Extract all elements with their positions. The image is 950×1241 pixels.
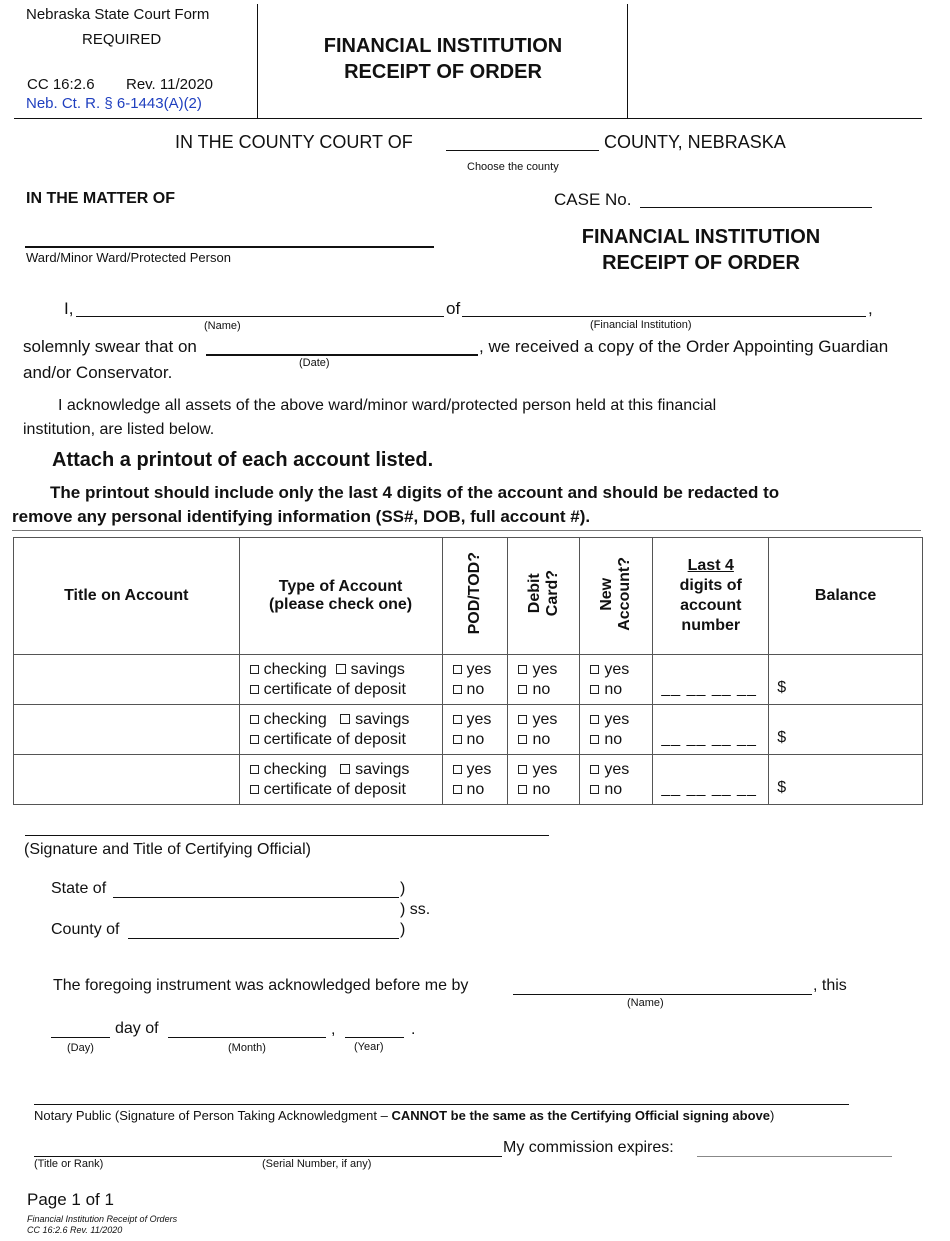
county-of-field[interactable] xyxy=(128,938,399,939)
no-checkbox[interactable] xyxy=(453,785,462,794)
pod-tod-cell: yes no xyxy=(442,705,508,755)
name-field[interactable] xyxy=(76,316,444,317)
swear-suffix: , we received a copy of the Order Appointing Guardian xyxy=(479,337,889,356)
new-account-cell: yes no xyxy=(580,705,653,755)
last-4-digits-cell[interactable]: __ __ __ __ xyxy=(653,655,769,705)
year-caption: (Year) xyxy=(354,1041,384,1053)
oath-comma: , xyxy=(868,299,873,318)
col-last-4-digits: Last 4 digits of account number xyxy=(653,538,769,655)
state-paren: ) xyxy=(400,880,406,897)
county-paren: ) xyxy=(400,921,406,938)
date-field[interactable] xyxy=(206,354,478,356)
form-revision: Rev. 11/2020 xyxy=(126,76,214,93)
notary-signature-field[interactable] xyxy=(34,1104,849,1105)
swear-end: and/or Conservator. xyxy=(23,363,173,382)
balance-cell[interactable]: $ xyxy=(769,755,923,805)
court-prefix: IN THE COUNTY COURT OF xyxy=(175,132,413,152)
yes-checkbox[interactable] xyxy=(453,765,462,774)
institution-field[interactable] xyxy=(462,316,866,317)
ward-caption: Ward/Minor Ward/Protected Person xyxy=(26,250,231,265)
col-new-account: New Account? xyxy=(580,538,653,655)
balance-cell[interactable]: $ xyxy=(769,705,923,755)
account-type-cell: checking savings certificate of deposit xyxy=(239,655,442,705)
no-checkbox[interactable] xyxy=(518,785,527,794)
title-on-account-cell[interactable] xyxy=(14,705,240,755)
day-of-label: day of xyxy=(115,1020,159,1037)
case-number-field[interactable] xyxy=(640,207,872,208)
yes-checkbox[interactable] xyxy=(590,715,599,724)
title-caption: (Title or Rank) xyxy=(34,1158,104,1170)
printout-line1: The printout should include only the last 4 digits of the account and should be redacted to xyxy=(50,483,780,502)
commission-field[interactable] xyxy=(697,1156,892,1157)
accounts-table xyxy=(13,537,923,805)
last-4-digits-cell[interactable]: __ __ __ __ xyxy=(653,705,769,755)
rule-reference-link[interactable]: Neb. Ct. R. § 6-1443(A)(2) xyxy=(26,95,202,112)
col-balance: Balance xyxy=(769,538,923,655)
attach-instruction: Attach a printout of each account listed. xyxy=(52,449,434,471)
page-number: Page 1 of 1 xyxy=(27,1190,114,1209)
col-pod-tod: POD/TOD? xyxy=(442,538,508,655)
no-checkbox[interactable] xyxy=(518,735,527,744)
county-of-label: County of xyxy=(51,921,120,938)
county-field[interactable] xyxy=(446,150,599,151)
yes-checkbox[interactable] xyxy=(518,665,527,674)
checking-checkbox[interactable] xyxy=(250,715,259,724)
ack-name-caption: (Name) xyxy=(627,997,664,1009)
form-number: CC 16:2.6 xyxy=(27,76,95,93)
swear-prefix: solemnly swear that on xyxy=(23,337,197,356)
table-row xyxy=(14,655,923,705)
col-title-on-account: Title on Account xyxy=(14,538,240,655)
cd-checkbox[interactable] xyxy=(250,685,259,694)
yes-checkbox[interactable] xyxy=(453,715,462,724)
acknowledgment-text: The foregoing instrument was acknowledged before me by xyxy=(53,977,469,994)
commission-label: My commission expires: xyxy=(503,1139,674,1156)
month-field[interactable] xyxy=(168,1037,326,1038)
divider xyxy=(12,530,921,531)
pod-tod-cell: yes no xyxy=(442,655,508,705)
form-source: Nebraska State Court Form xyxy=(26,6,210,23)
date-caption: (Date) xyxy=(299,357,330,369)
yes-checkbox[interactable] xyxy=(518,715,527,724)
matter-label: IN THE MATTER OF xyxy=(26,190,176,207)
date-period: . xyxy=(411,1021,416,1038)
header-title-line1: FINANCIAL INSTITUTION xyxy=(323,35,563,57)
yes-checkbox[interactable] xyxy=(518,765,527,774)
day-caption: (Day) xyxy=(67,1042,94,1054)
oath-of: of xyxy=(446,299,461,318)
balance-cell[interactable]: $ xyxy=(769,655,923,705)
acknowledgment-this: , this xyxy=(813,977,847,994)
yes-checkbox[interactable] xyxy=(590,765,599,774)
no-checkbox[interactable] xyxy=(518,685,527,694)
date-comma: , xyxy=(331,1021,336,1038)
pod-tod-cell: yes no xyxy=(442,755,508,805)
state-field[interactable] xyxy=(113,897,399,898)
no-checkbox[interactable] xyxy=(453,735,462,744)
title-on-account-cell[interactable] xyxy=(14,755,240,805)
acknowledge-line1: I acknowledge all assets of the above ward/minor ward/protected person held at this financial xyxy=(58,397,717,414)
matter-title-line1: FINANCIAL INSTITUTION xyxy=(581,226,821,248)
savings-checkbox[interactable] xyxy=(340,764,350,774)
table-row xyxy=(14,755,923,805)
debit-card-cell: yes no xyxy=(508,655,580,705)
month-caption: (Month) xyxy=(228,1042,266,1054)
year-field[interactable] xyxy=(345,1037,404,1038)
new-account-cell: yes no xyxy=(580,755,653,805)
new-account-cell: yes no xyxy=(580,655,653,705)
checking-checkbox[interactable] xyxy=(250,765,259,774)
ward-name-field[interactable] xyxy=(25,246,434,248)
table-row xyxy=(14,705,923,755)
printout-line2: remove any personal identifying information (SS#, DOB, full account #). xyxy=(12,507,591,526)
state-of-label: State of xyxy=(51,880,107,897)
footer-doc-name: Financial Institution Receipt of Orders xyxy=(27,1214,178,1224)
header-title-line2: RECEIPT OF ORDER xyxy=(344,61,542,83)
notary-title-field[interactable] xyxy=(34,1156,502,1157)
acknowledged-by-field[interactable] xyxy=(513,994,812,995)
checking-checkbox[interactable] xyxy=(250,665,259,674)
col-debit-card: Debit Card? xyxy=(508,538,580,655)
no-checkbox[interactable] xyxy=(590,785,599,794)
debit-card-cell: yes no xyxy=(508,755,580,805)
account-type-cell: checking savings certificate of deposit xyxy=(239,755,442,805)
savings-checkbox[interactable] xyxy=(340,714,350,724)
no-checkbox[interactable] xyxy=(590,735,599,744)
ss-label: ) ss. xyxy=(400,901,431,918)
title-on-account-cell[interactable] xyxy=(14,655,240,705)
footer-doc-code: CC 16:2.6 Rev. 11/2020 xyxy=(27,1225,123,1235)
cd-checkbox[interactable] xyxy=(250,735,259,744)
matter-title-line2: RECEIPT OF ORDER xyxy=(602,252,800,274)
yes-checkbox[interactable] xyxy=(453,665,462,674)
county-hint: Choose the county xyxy=(467,161,559,173)
serial-caption: (Serial Number, if any) xyxy=(262,1158,372,1170)
oath-i: I, xyxy=(64,299,74,318)
acknowledge-line2: institution, are listed below. xyxy=(23,421,215,438)
no-checkbox[interactable] xyxy=(590,685,599,694)
cd-checkbox[interactable] xyxy=(250,785,259,794)
signature-field[interactable] xyxy=(25,835,549,836)
col-type-of-account: Type of Account (please check one) xyxy=(239,538,442,655)
day-field[interactable] xyxy=(51,1037,110,1038)
savings-checkbox[interactable] xyxy=(336,664,346,674)
notary-caption: Notary Public (Signature of Person Taking Acknowledgment – CANNOT be the same as the Certifying Official signing above) xyxy=(34,1108,775,1123)
required-label: REQUIRED xyxy=(82,31,162,48)
no-checkbox[interactable] xyxy=(453,685,462,694)
yes-checkbox[interactable] xyxy=(590,665,599,674)
court-suffix: COUNTY, NEBRASKA xyxy=(604,132,786,152)
last-4-digits-cell[interactable]: __ __ __ __ xyxy=(653,755,769,805)
institution-caption: (Financial Institution) xyxy=(590,319,692,331)
case-label: CASE No. xyxy=(554,190,632,209)
name-caption: (Name) xyxy=(204,320,241,332)
signature-caption: (Signature and Title of Certifying Official) xyxy=(24,841,311,858)
account-type-cell: checking savings certificate of deposit xyxy=(239,705,442,755)
debit-card-cell: yes no xyxy=(508,705,580,755)
table-header-row xyxy=(14,538,923,655)
